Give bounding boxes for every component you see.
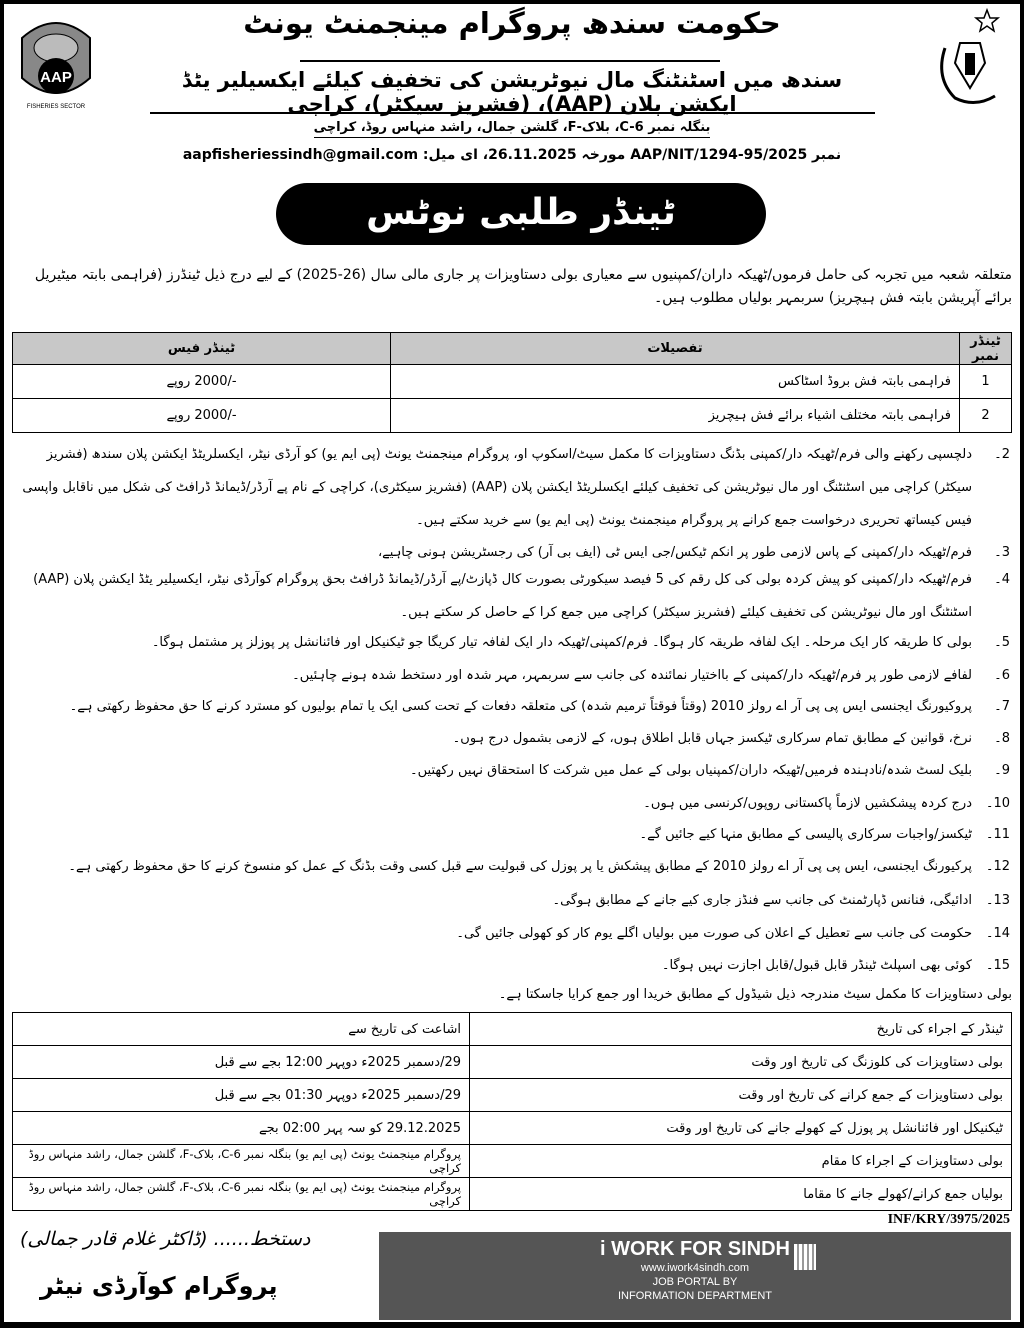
clause-text: درج کردہ پیشکشیں لازماً پاکستانی روپوں/کرنسی میں ہوں۔ [643,796,972,811]
tender-fee: -/2000 روپے [13,399,391,433]
clause-number: 4۔ [994,572,1010,587]
reference-line: نمبر AAP/NIT/1294-95/2025 مورخہ 26.11.2025، ای میل: aapfisheriessindh@gmail.com [182,147,842,163]
clause-item [12,438,1012,537]
title-divider [300,60,720,62]
clause-item [12,659,1012,692]
clause-number: 13۔ [985,893,1010,908]
clause-text: پروکیورنگ ایجنسی ایس پی پی آر اے رولز 2010 (وقتاً فوقتاً ترمیم شدہ) کی متعلقہ دفعات کے تحت کسی ایک یا تمام بولیوں کو مسترد کرنے کا حق محفوظ رکھتی ہے۔ [69,699,972,714]
tender-no: 1 [960,365,1012,399]
svg-text:AAP: AAP [40,69,72,86]
sindh-government-seal [925,8,1015,113]
clause-number: 2۔ [994,447,1010,462]
clause-item [12,818,1012,851]
svg-text:FISHERIES SECTOR: FISHERIES SECTOR [26,104,86,110]
clause-number: 8۔ [994,731,1010,746]
schedule-label: بولی دستاویزات کی کلوزنگ کی تاریخ اور وقت [470,1046,1012,1079]
job-portal-banner [379,1232,1011,1320]
schedule-value: اشاعت کی تاریخ سے [13,1013,470,1046]
schedule-value: 29/دسمبر 2025ء دوپہر 12:00 بجے سے قبل [13,1046,470,1079]
clause-text: ٹیکسز/واجبات سرکاری پالیسی کے مطابق منہا کیے جائیں گے۔ [639,827,972,842]
designation: پروگرام کوآرڈی نیٹر [40,1272,278,1300]
office-address [300,120,724,135]
clause-number: 9۔ [994,763,1010,778]
clause-item [12,563,1012,629]
aap-fisheries-logo [12,8,100,118]
page-title: حکومت سندھ پروگرام مینجمنٹ یونٹ [243,6,781,40]
table-row [13,365,1012,399]
signature: دستخط...... (ڈاکٹر غلام قادر جمالی) [20,1228,311,1250]
clause-item [12,690,1012,723]
clause-number: 14۔ [985,926,1010,941]
clause-item [12,884,1012,917]
clause-number: 3۔ [994,545,1010,560]
schedule-value: 29/دسمبر 2025ء دوپہر 01:30 بجے سے قبل [13,1079,470,1112]
clause-text: نرخ، قوانین کے مطابق تمام سرکاری ٹیکسز جہاں قابل اطلاق ہوں، کے لازمی بشمول درج ہوں۔ [452,731,972,746]
clause-text: فرم/ٹھیکہ دار/کمپنی کے پاس لازمی طور پر انکم ٹیکس/جی ایس ٹی (ایف بی آر) کی رجسٹریشن ہونی چاہیے، [377,545,972,560]
clause-number: 10۔ [985,796,1010,811]
clause-number: 5۔ [994,635,1010,650]
clause-item [12,626,1012,659]
clause-item [12,722,1012,755]
clause-text: کوئی بھی اسپلٹ ٹینڈر قابل قبول/قابل اجازت نہیں ہوگا۔ [661,958,972,973]
subtitle-divider [150,112,875,114]
clause-number: 6۔ [994,668,1010,683]
col-details: تفصیلات [391,333,960,365]
table-row [13,399,1012,433]
tender-details: فراہمی بابتہ مختلف اشیاء برائے فش ہیچریز [391,399,960,433]
schedule-value: پروگرام مینجمنٹ یونٹ (پی ایم یو) بنگلہ نمبر C-6، بلاک-F، گلشن جمال، راشد منہاس روڈ کراچی [13,1178,470,1211]
clause-item [12,850,1012,883]
tender-fee: -/2000 روپے [13,365,391,399]
tender-no: 2 [960,399,1012,433]
clause-item [12,787,1012,820]
page-subtitle: سندھ میں اسٹنٹنگ مال نیوٹریشن کی تخفیف کیلئے ایکسیلیر یٹڈ ایکشن پلان (AAP)، (فشریز سیکٹر)، کراچی [181,68,843,116]
clause-text: فرم/ٹھیکہ دار/کمپنی کو پیش کردہ بولی کی کل رقم کی 5 فیصد سیکورٹی بصورت کال ڈپازٹ/پے آرڈر/ڈیمانڈ ڈرافٹ بحق پروگرام کوآرڈی نیٹر، ایکسیلیر یٹڈ ایکشن پلان (AAP) اسٹنٹنگ اور مال نیوٹریشن کی تخفیف کیلئے (فشریز سیکٹر) کراچی میں جمع کرا کے حاصل کر سکتے ہیں۔ [33,572,972,620]
clause-text: حکومت کی جانب سے تعطیل کے اعلان کی صورت میں بولیاں اگلے یوم کار کو کھولی جائیں گی۔ [456,926,972,941]
schedule-table [12,1012,1012,1211]
table-row [13,1079,1012,1112]
table-row [13,1178,1012,1211]
schedule-label: بولی دستاویزات کے جمع کرانے کی تاریخ اور وقت [470,1079,1012,1112]
clause-number: 7۔ [994,699,1010,714]
clause-text: بولی کا طریقہ کار ایک مرحلہ۔ ایک لفافہ طریقہ کار ہوگا۔ فرم/کمپنی/ٹھیکہ دار ایک لفافہ تیار کریگا جو ٹیکنیکل اور فائنانشل پر پوزلز پر مشتمل ہوگا۔ [151,635,972,650]
portal-url[interactable]: www.iwork4sindh.com [640,1262,750,1274]
tender-table [12,332,1012,433]
clause-text: بلیک لسٹ شدہ/نادہندہ فرمیں/ٹھیکہ داران/کمپنیاں بولی کے عمل میں شرکت کا استحقاق نہیں رکھتیں۔ [410,763,972,778]
clause-item [12,754,1012,787]
col-tender-no: ٹینڈر نمبر [960,333,1012,365]
intro-paragraph: متعلقہ شعبہ میں تجربہ کی حامل فرموں/ٹھیکہ داران/کمپنیوں سے معیاری بولی دستاویزات پر جاری مالی سال (26-2025) کے لیے درج ذیل ٹینڈرز (فراہمی بابتہ میٹیریل برائے آپریشن بابتہ فش ہیچریز) سربمہر بولیاں مطلوب ہیں۔ [34,267,1012,306]
schedule-value: 29.12.2025 کو سہ پہر 02:00 بجے [13,1112,470,1145]
clause-number: 15۔ [985,958,1010,973]
clause-number: 12۔ [985,859,1010,874]
clause-text: لفافے لازمی طور پر فرم/ٹھیکہ دار/کمپنی کے بااختیار نمائندہ کی جانب سے سربمہر، مہر شدہ اور دستخط شدہ ہونے چاہئیں۔ [292,668,972,683]
inf-reference: INF/KRY/3975/2025 [887,1212,1010,1227]
clause-text: دلچسپی رکھنے والی فرم/ٹھیکہ دار/کمپنی بڈنگ دستاویزات کا مکمل سیٹ/اسکوپ او، پروگرام مینجمنٹ یونٹ (پی ایم یو) کو آرڈی نیٹر، ایکسلریٹڈ ایکشن پلان سندھ (فشریز سیکٹر) کراچی میں اسٹنٹنگ اور مال نیوٹریشن کی تخفیف کیلئے ایکسلریٹڈ ایکشن پلان (AAP) (فشریز سیکٹری)، کراچی کے نام پے آرڈر/ڈیمانڈ ڈرافٹ کی شکل میں ناقابل واپسی فیس کیساتھ تحریری درخواست جمع کرانے پر پروگرام مینجمنٹ یونٹ (پی ایم یو) سے خرید سکتے ہیں۔ [22,447,972,528]
table-row [13,1145,1012,1178]
clause-text: ادائیگی، فنانس ڈپارٹمنٹ کی جانب سے فنڈز جاری کیے جانے کے مطابق ہوگی۔ [552,893,972,908]
table-row [13,1112,1012,1145]
tender-notice-banner: ٹینڈر طلبی نوٹس [276,183,766,245]
schedule-label: بولیاں جمع کرانے/کھولے جانے کا مقاما [470,1178,1012,1211]
col-fee: ٹینڈر فیس [13,333,391,365]
tender-details: فراہمی بابتہ فش بروڈ اسٹاکس [391,365,960,399]
schedule-label: ٹینڈر کے اجراء کی تاریخ [470,1013,1012,1046]
clause-item [12,917,1012,950]
schedule-value: پروگرام مینجمنٹ یونٹ (پی ایم یو) بنگلہ نمبر C-6، بلاک-F، گلشن جمال، راشد منہاس روڈ کراچی [13,1145,470,1178]
portal-line1: JOB PORTAL BY [652,1276,738,1288]
portal-brand: i WORK FOR SINDH [600,1238,790,1260]
portal-line2: INFORMATION DEPARTMENT [618,1290,772,1302]
schedule-intro [12,978,1012,1011]
table-row [13,1046,1012,1079]
schedule-label: بولی دستاویزات کے اجراء کا مقام [470,1145,1012,1178]
address-text: بنگلہ نمبر C-6، بلاک-F، گلشن جمال، راشد منہاس روڈ، کراچی [314,120,711,138]
schedule-intro-text: بولی دستاویزات کا مکمل سیٹ مندرجہ ذیل شیڈول کے مطابق خریدا اور جمع کرایا جاسکتا ہے۔ [498,987,1012,1002]
clause-number: 11۔ [985,827,1010,842]
qr-code-icon [794,1244,816,1270]
table-header-row [13,333,1012,365]
clause-text: پرکیورنگ ایجنسی، ایس پی پی آر اے رولز 2010 کے مطابق پیشکش یا پر پوزل کی قبولیت سے قبل کسی وقت بڈنگ کے عمل کو منسوخ کرنے کا حق محفوظ رکھتی ہے۔ [68,859,972,874]
table-row [13,1013,1012,1046]
schedule-label: ٹیکنیکل اور فائنانشل پر پوزل کے کھولے جانے کی تاریخ اور وقت [470,1112,1012,1145]
